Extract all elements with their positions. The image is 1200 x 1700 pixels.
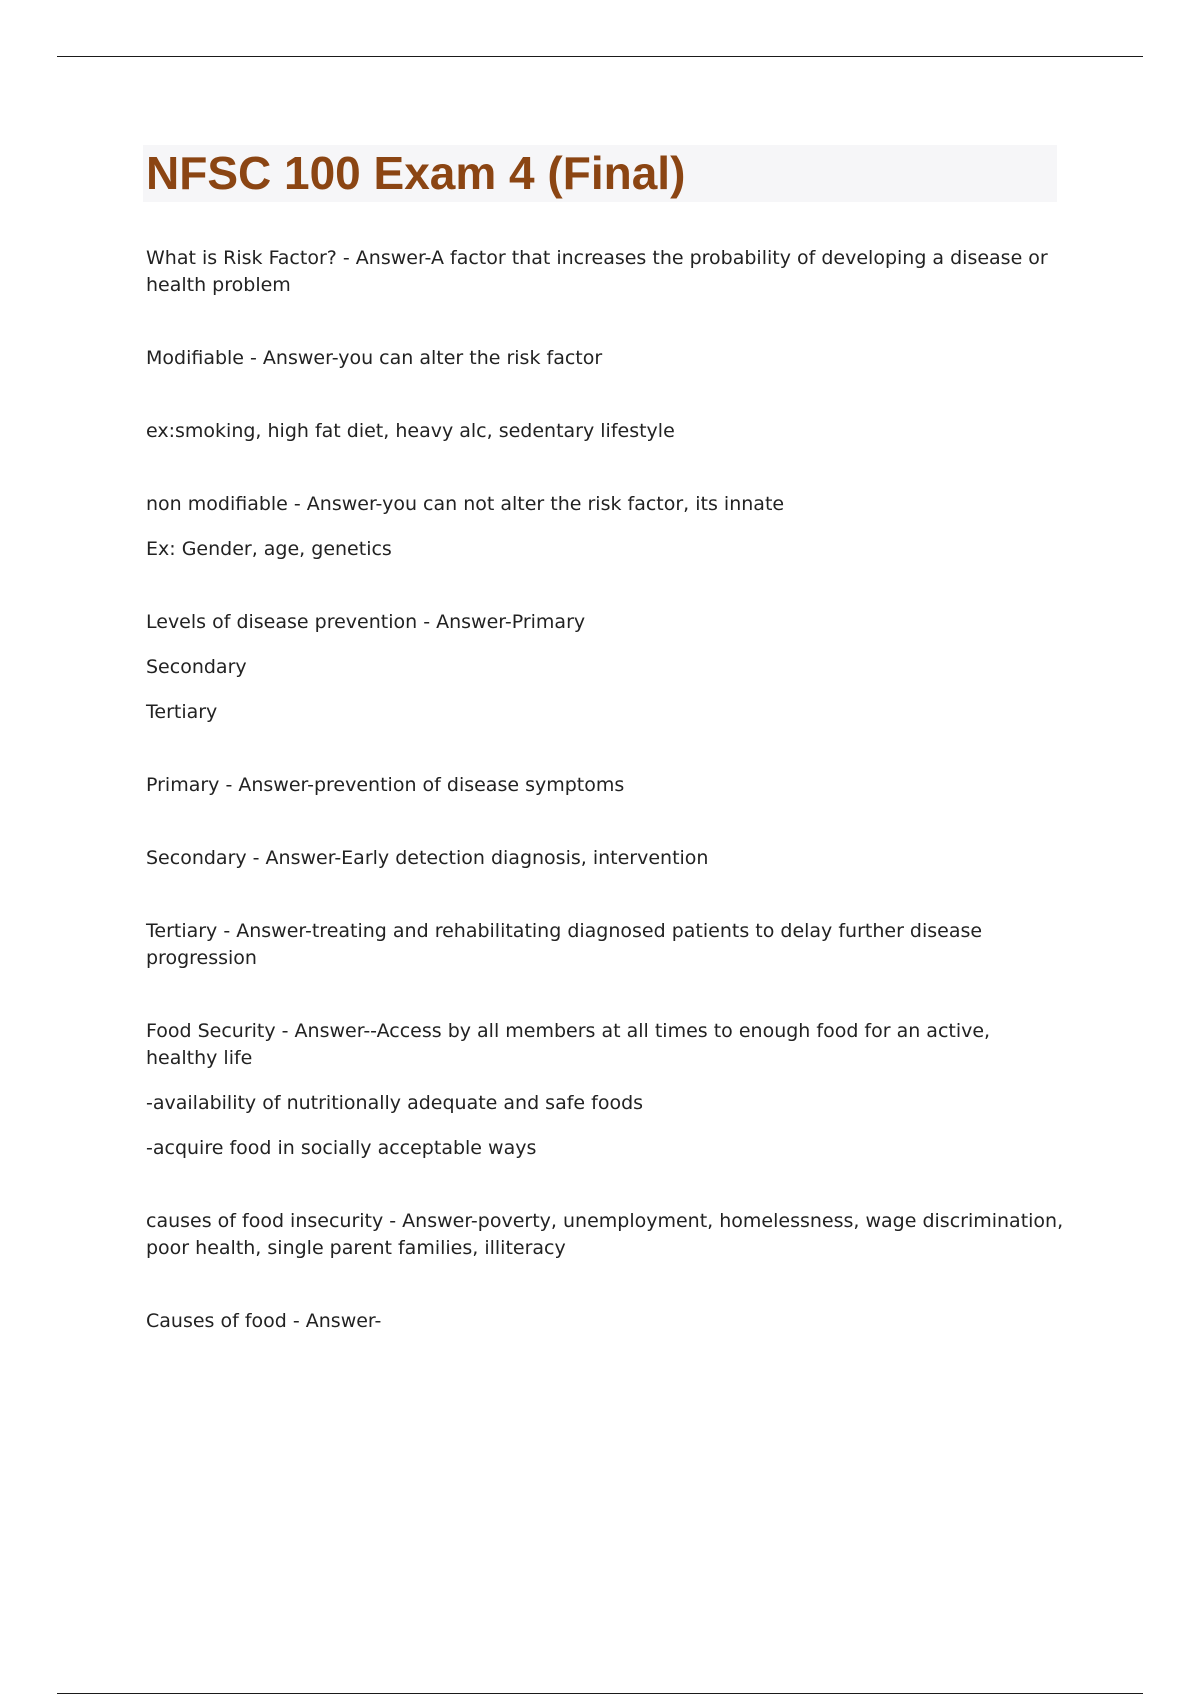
qa-entry-non-modifiable	[146, 491, 1066, 563]
entry-line: -acquire food in socially acceptable ways	[146, 1137, 537, 1159]
document-body	[146, 245, 1066, 1335]
entry-line: Ex: Gender, age, genetics	[146, 538, 392, 560]
entry-line: Levels of disease prevention - Answer-Primary	[146, 611, 586, 633]
qa-entry-risk-factor	[146, 245, 1066, 299]
qa-entry-tertiary	[146, 918, 1066, 972]
entry-line: Food Security - Answer--Access by all members at all times to enough food for an active, healthy life	[146, 1020, 991, 1069]
entry-line: non modifiable - Answer-you can not alter the risk factor, its innate	[146, 493, 785, 515]
top-divider	[57, 56, 1143, 57]
document-title: NFSC 100 Exam 4 (Final)	[146, 147, 686, 199]
qa-entry-modifiable	[146, 345, 1066, 372]
entry-line: Modifiable - Answer-you can alter the risk factor	[146, 347, 603, 369]
qa-entry-modifiable-examples	[146, 418, 1066, 445]
qa-entry-food-security	[146, 1018, 1066, 1162]
entry-line: What is Risk Factor? - Answer-A factor that increases the probability of developing a disease or health problem	[146, 247, 1048, 296]
qa-entry-primary	[146, 772, 1066, 799]
qa-entry-causes-of-food	[146, 1308, 1066, 1335]
entry-line: Secondary	[146, 656, 247, 678]
entry-line: Primary - Answer-prevention of disease symptoms	[146, 774, 625, 796]
entry-line: Tertiary	[146, 701, 218, 723]
entry-line: ex:smoking, high fat diet, heavy alc, sedentary lifestyle	[146, 420, 675, 442]
qa-entry-food-insecurity-causes	[146, 1208, 1066, 1262]
entry-line: Secondary - Answer-Early detection diagnosis, intervention	[146, 847, 709, 869]
qa-entry-secondary	[146, 845, 1066, 872]
entry-line: Causes of food - Answer-	[146, 1310, 382, 1332]
entry-line: causes of food insecurity - Answer-poverty, unemployment, homelessness, wage discrimination, poor health, single parent families, illiteracy	[146, 1210, 1064, 1259]
entry-line: Tertiary - Answer-treating and rehabilitating diagnosed patients to delay further disease progression	[146, 920, 983, 969]
entry-line: -availability of nutritionally adequate and safe foods	[146, 1092, 644, 1114]
bottom-divider	[57, 1693, 1143, 1694]
qa-entry-prevention-levels	[146, 609, 1066, 726]
